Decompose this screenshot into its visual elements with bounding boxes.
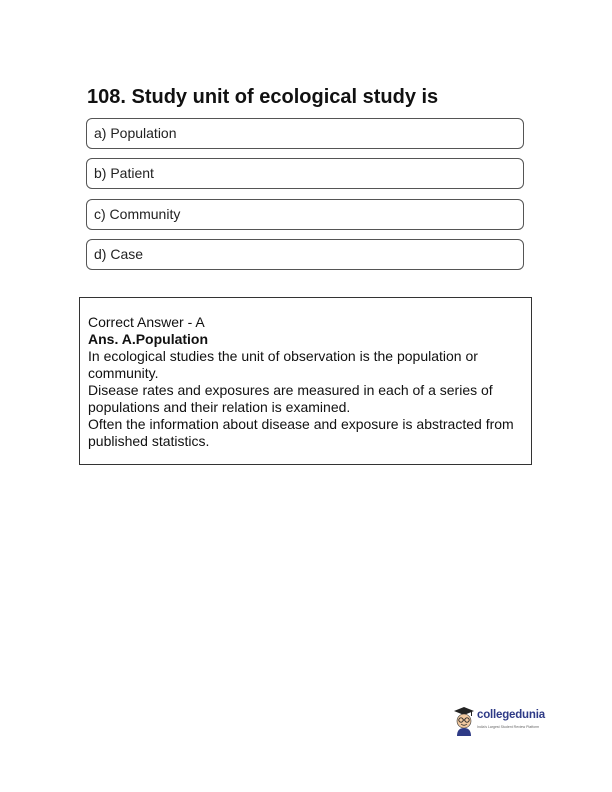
explanation-line: In ecological studies the unit of observation is the population or bbox=[88, 348, 478, 364]
explanation-line: populations and their relation is examined. bbox=[88, 399, 351, 415]
explanation-line: Often the information about disease and exposure is abstracted from bbox=[88, 416, 514, 432]
mascot-icon bbox=[453, 706, 475, 736]
explanation-line: published statistics. bbox=[88, 433, 210, 449]
answer-box bbox=[79, 297, 532, 465]
correct-answer-text: Correct Answer - A bbox=[88, 314, 205, 330]
option-d[interactable]: d) Case bbox=[86, 239, 524, 270]
explanation-line: Disease rates and exposures are measured in each of a series of bbox=[88, 382, 493, 398]
answer-heading: Ans. A.Population bbox=[88, 331, 209, 347]
option-b[interactable]: b) Patient bbox=[86, 158, 524, 189]
explanation-line: community. bbox=[88, 365, 159, 381]
logo-tagline: India's Largest Student Review Platform bbox=[477, 725, 540, 729]
logo-name: collegedunia bbox=[477, 709, 545, 721]
option-c[interactable]: c) Community bbox=[86, 199, 524, 230]
collegedunia-logo bbox=[453, 706, 553, 738]
question-title: 108. Study unit of ecological study is bbox=[87, 86, 439, 108]
option-a[interactable]: a) Population bbox=[86, 118, 524, 149]
